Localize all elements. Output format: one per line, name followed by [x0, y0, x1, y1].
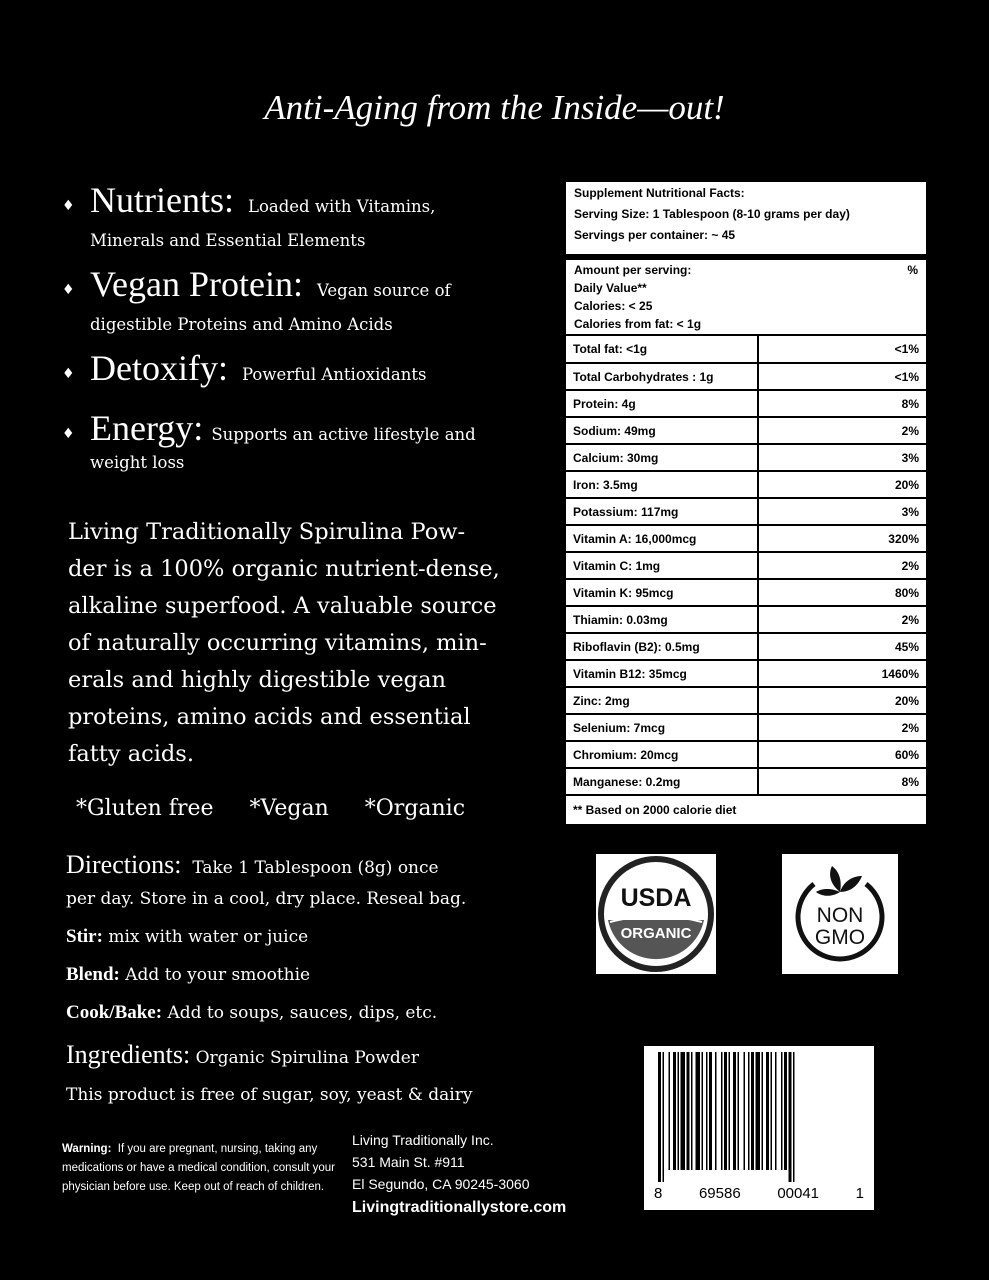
benefit-desc: Loaded with Vitamins, — [247, 197, 436, 216]
barcode-bar — [766, 1052, 769, 1170]
diamond-bullet-icon: ♦ — [62, 198, 75, 214]
barcode-bar — [762, 1052, 764, 1170]
free-of-statement: This product is free of sugar, soy, yeast & dairy — [66, 1085, 473, 1105]
benefit-term: Energy: — [90, 408, 204, 448]
nutrient-name: Vitamin K: 95mcg — [566, 579, 758, 606]
claim-vegan: *Vegan — [249, 796, 329, 821]
nutrient-name: Chromium: 20mcg — [566, 741, 758, 768]
benefit-item — [62, 178, 522, 258]
nutrient-percent: <1% — [758, 363, 926, 390]
nutrient-percent: 2% — [758, 714, 926, 741]
stir-label: Stir: — [66, 926, 103, 947]
non-text: NON — [816, 904, 864, 927]
amount-label: Amount per serving: — [574, 263, 692, 277]
serving-size: Serving Size: 1 Tablespoon (8-10 grams per day) — [574, 207, 850, 221]
organic-text: ORGANIC — [620, 925, 692, 942]
benefit-term: Vegan Protein: — [90, 264, 303, 304]
barcode-bar — [702, 1052, 704, 1170]
nutrient-name: Manganese: 0.2mg — [566, 768, 758, 795]
nutrient-row — [566, 444, 926, 471]
ingredients-label: Ingredients: — [66, 1040, 191, 1069]
nutrition-title: Supplement Nutritional Facts: — [574, 186, 745, 200]
barcode-bar — [771, 1052, 773, 1170]
nutrient-row — [566, 363, 926, 390]
calories-from-fat: Calories from fat: < 1g — [574, 317, 702, 331]
nutrient-row — [566, 336, 926, 363]
nutrient-name: Zinc: 2mg — [566, 687, 758, 714]
nutrient-row — [566, 768, 926, 795]
cook-text: Add to soups, sauces, dips, etc. — [167, 1003, 438, 1023]
benefit-desc: Powerful Antioxidants — [241, 365, 427, 384]
benefit-desc-cont: weight loss — [90, 453, 185, 472]
nutrient-row — [566, 390, 926, 417]
diamond-bullet-icon: ♦ — [62, 366, 75, 382]
nutrient-name: Iron: 3.5mg — [566, 471, 758, 498]
nutrient-percent: 8% — [758, 768, 926, 795]
barcode-bar — [738, 1052, 740, 1170]
nutrient-percent: 2% — [758, 606, 926, 633]
benefit-term: Nutrients: — [90, 180, 234, 220]
nutrient-percent: 80% — [758, 579, 926, 606]
product-description — [68, 514, 528, 773]
nutrient-name: Vitamin B12: 35mcg — [566, 660, 758, 687]
nutrient-percent: 1460% — [758, 660, 926, 687]
blend-text: Add to your smoothie — [125, 965, 311, 985]
barcode-bar — [706, 1052, 708, 1170]
nutrient-row — [566, 660, 926, 687]
nutrition-facts-panel — [566, 182, 926, 824]
claim-organic: *Organic — [364, 796, 466, 821]
stir-text: mix with water or juice — [108, 927, 309, 947]
barcode-bar — [751, 1052, 754, 1170]
barcode-bar — [678, 1052, 680, 1170]
nutrient-name: Calcium: 30mg — [566, 444, 758, 471]
benefit-item — [62, 346, 522, 392]
benefit-item — [62, 406, 522, 480]
barcode-bar — [709, 1052, 712, 1170]
nutrient-row — [566, 741, 926, 768]
nutrient-table — [566, 336, 926, 796]
barcode-bar — [729, 1052, 731, 1170]
nutrient-percent: 2% — [758, 552, 926, 579]
calories: Calories: < 25 — [574, 299, 653, 313]
benefit-term: Detoxify: — [90, 348, 228, 388]
nutrient-name: Selenium: 7mcg — [566, 714, 758, 741]
company-street: 531 Main St. #911 — [352, 1154, 465, 1170]
barcode-bar — [687, 1052, 690, 1170]
warning-text — [62, 1140, 342, 1197]
benefit-desc-cont: Minerals and Essential Elements — [90, 231, 366, 250]
blend-label: Blend: — [66, 964, 120, 985]
directions-line1: Take 1 Tablespoon (8g) once — [192, 858, 439, 878]
nutrient-percent: 20% — [758, 687, 926, 714]
nutrient-percent: 60% — [758, 741, 926, 768]
nutrient-row — [566, 417, 926, 444]
barcode-bar — [715, 1052, 717, 1170]
nutrient-name: Protein: 4g — [566, 390, 758, 417]
percent-label: % — [907, 263, 918, 277]
barcode-bar — [681, 1052, 686, 1170]
nutrient-percent: 2% — [758, 417, 926, 444]
barcode-bar — [775, 1052, 777, 1170]
daily-value-label: Daily Value** — [574, 281, 647, 295]
nutrient-row — [566, 498, 926, 525]
company-city: El Segundo, CA 90245-3060 — [352, 1176, 530, 1192]
claims-row — [76, 796, 546, 821]
directions-section — [66, 846, 546, 1114]
barcode-bar — [781, 1052, 783, 1170]
barcode — [644, 1046, 874, 1210]
nutrient-name: Sodium: 49mg — [566, 417, 758, 444]
nutrient-row — [566, 687, 926, 714]
nutrient-name: Potassium: 117mg — [566, 498, 758, 525]
warning-body: If you are pregnant, nursing, taking any medications or have a medical condition, consult your physician before use. Keep out of reach of children. — [62, 1143, 335, 1193]
barcode-bar — [721, 1052, 723, 1170]
barcode-bar — [673, 1052, 676, 1170]
nutrient-row — [566, 606, 926, 633]
barcode-bars — [644, 1046, 874, 1186]
barcode-bar — [756, 1052, 761, 1170]
nutrient-percent: 8% — [758, 390, 926, 417]
barcode-bar — [744, 1052, 746, 1170]
nutrient-name: Thiamin: 0.03mg — [566, 606, 758, 633]
barcode-bar — [663, 1052, 665, 1182]
nutrient-row — [566, 579, 926, 606]
description-line: Living Traditionally Spirulina Pow- — [68, 519, 466, 545]
description-line: alkaline superfood. A valuable source — [68, 593, 497, 619]
usda-text: USDA — [620, 884, 692, 912]
benefit-item — [62, 262, 522, 342]
barcode-bar — [784, 1052, 787, 1170]
nutrient-row — [566, 525, 926, 552]
barcode-digit-group: 69586 — [698, 1185, 741, 1202]
diamond-bullet-icon: ♦ — [62, 426, 75, 442]
directions-line2: per day. Store in a cool, dry place. Reseal bag. — [66, 889, 467, 909]
non-gmo-logo — [782, 854, 898, 974]
nutrition-footnote: ** Based on 2000 calorie diet — [573, 803, 737, 817]
nutrient-percent: 20% — [758, 471, 926, 498]
usda-organic-logo — [596, 854, 716, 974]
nutrient-name: Vitamin C: 1mg — [566, 552, 758, 579]
amount-block — [566, 260, 926, 336]
description-line: fatty acids. — [68, 741, 195, 767]
headline: Anti-Aging from the Inside—out! — [264, 88, 725, 127]
barcode-bar — [691, 1052, 693, 1170]
barcode-bar — [748, 1052, 750, 1170]
nutrient-name: Total fat: <1g — [566, 336, 758, 363]
description-line: proteins, amino acids and essential — [68, 704, 471, 730]
benefit-desc: Vegan source of — [316, 281, 451, 300]
nutrient-percent: <1% — [758, 336, 926, 363]
barcode-digit-group: 1 — [855, 1185, 864, 1202]
barcode-bar — [669, 1052, 671, 1170]
nutrient-percent: 320% — [758, 525, 926, 552]
description-line: erals and highly digestible vegan — [68, 667, 446, 693]
servings-per-container: Servings per container: ~ 45 — [574, 228, 736, 242]
gmo-text: GMO — [814, 926, 866, 949]
nutrient-percent: 3% — [758, 444, 926, 471]
cook-label: Cook/Bake: — [66, 1002, 163, 1023]
barcode-bar — [658, 1052, 661, 1182]
benefit-desc-cont: digestible Proteins and Amino Acids — [90, 315, 393, 334]
company-name: Living Traditionally Inc. — [352, 1132, 494, 1148]
description-line: der is a 100% organic nutrient-dense, — [68, 556, 500, 582]
company-address — [352, 1129, 592, 1221]
barcode-bar — [724, 1052, 727, 1170]
nutrient-name: Vitamin A: 16,000mcg — [566, 525, 758, 552]
nutrient-name: Total Carbohydrates : 1g — [566, 363, 758, 390]
barcode-bar — [696, 1052, 701, 1170]
nutrient-row — [566, 552, 926, 579]
diamond-bullet-icon: ♦ — [62, 282, 75, 298]
directions-label: Directions: — [66, 850, 182, 879]
nutrient-row — [566, 714, 926, 741]
ingredients-text: Organic Spirulina Powder — [195, 1048, 419, 1068]
barcode-digit-group: 8 — [654, 1185, 663, 1202]
nutrient-percent: 45% — [758, 633, 926, 660]
barcode-bar — [793, 1052, 795, 1182]
nutrient-name: Riboflavin (B2): 0.5mg — [566, 633, 758, 660]
website-link[interactable]: Livingtraditionallystore.com — [352, 1199, 567, 1216]
non-gmo-icon — [782, 854, 898, 974]
nutrient-row — [566, 471, 926, 498]
barcode-bar — [733, 1052, 736, 1170]
warning-label: Warning: — [62, 1143, 112, 1155]
barcode-digit-group: 00041 — [777, 1185, 820, 1202]
description-line: of naturally occurring vitamins, min- — [68, 630, 487, 656]
nutrient-row — [566, 633, 926, 660]
usda-organic-icon — [596, 854, 716, 974]
benefit-desc: Supports an active lifestyle and — [211, 425, 476, 444]
barcode-bar — [789, 1052, 792, 1182]
claim-gluten-free: *Gluten free — [76, 796, 214, 821]
nutrient-percent: 3% — [758, 498, 926, 525]
benefit-list — [62, 178, 522, 480]
